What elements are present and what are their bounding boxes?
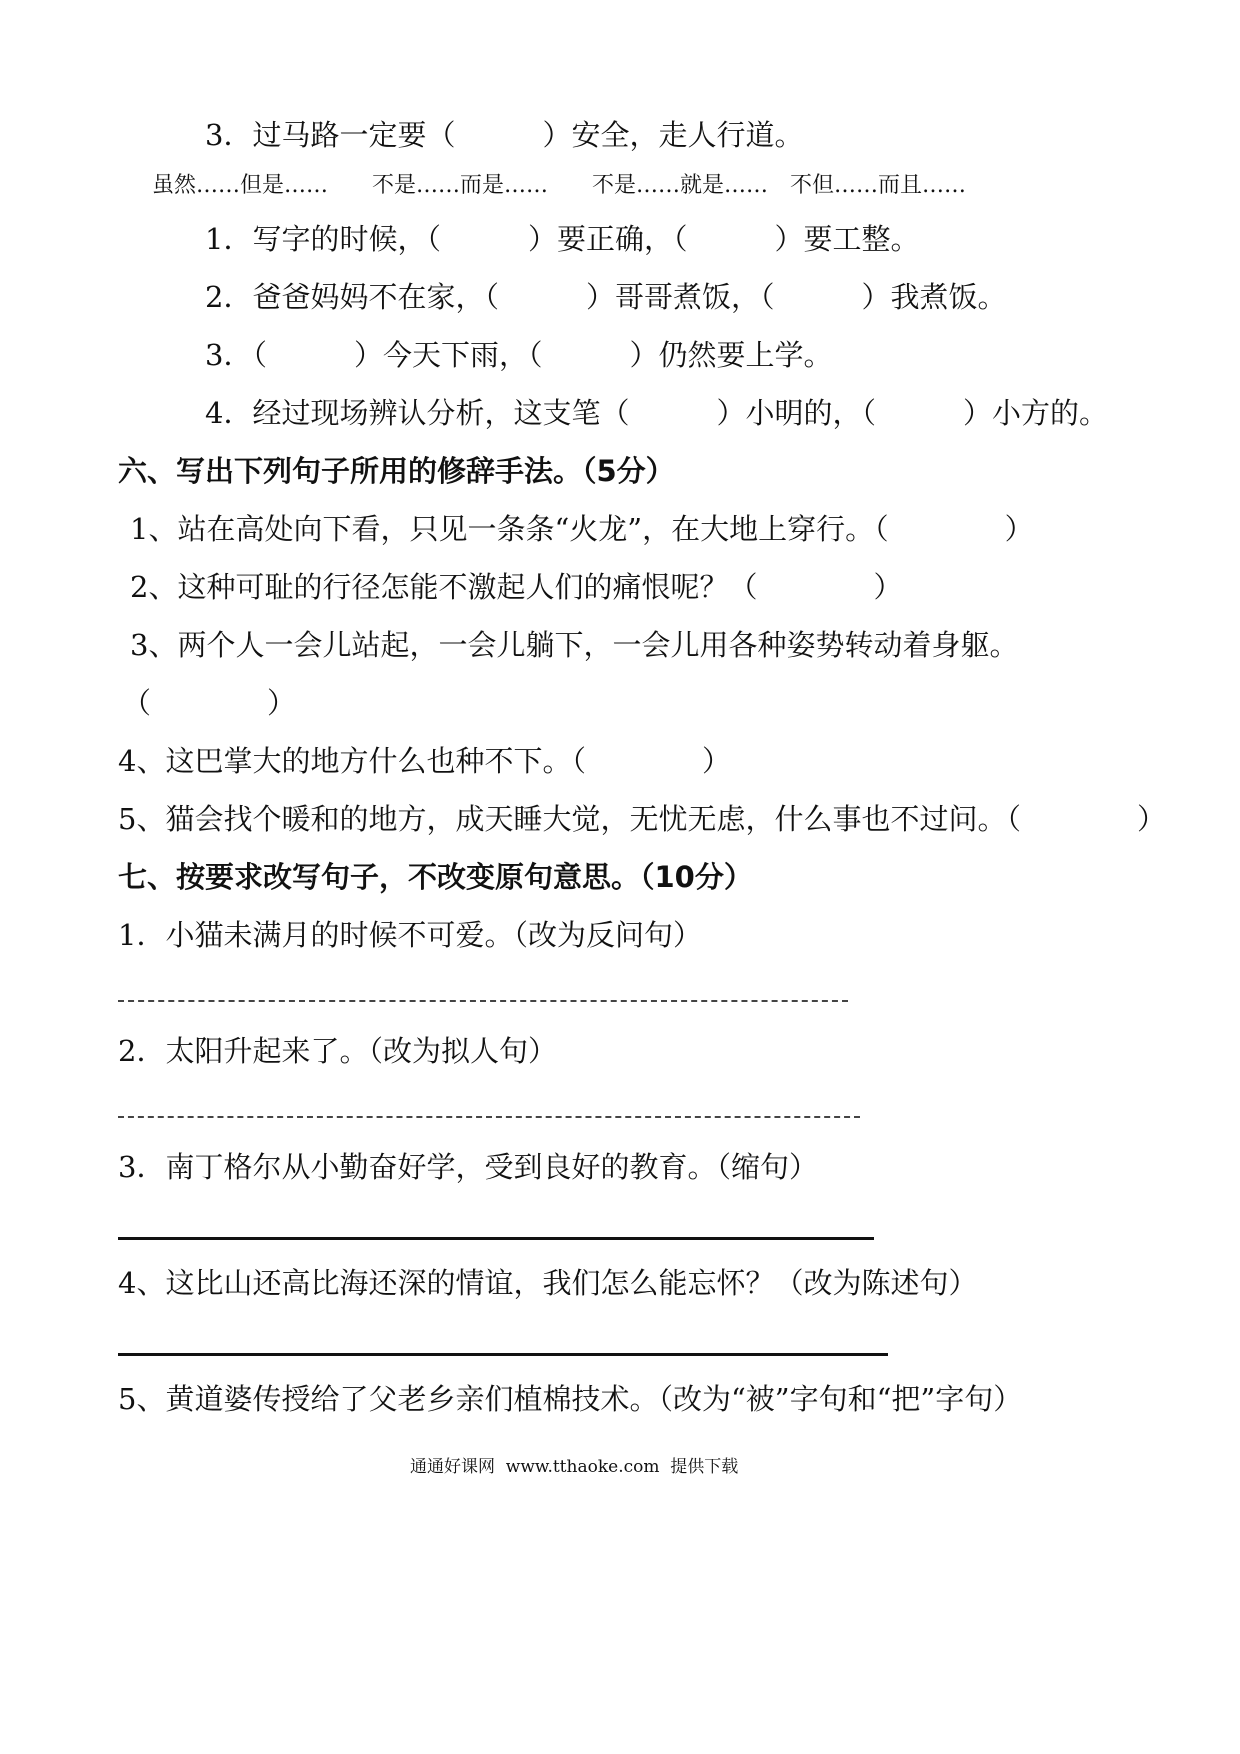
footer-credit: 通通好课网 www.tthaoke.com 提供下载 xyxy=(410,1457,739,1477)
rhetoric-item-3-answer: （ ） xyxy=(122,686,297,720)
conjunction-options: 虽然……但是…… 不是……而是…… 不是……就是…… 不但……而且…… xyxy=(152,173,967,198)
rewrite-item-4: 4、这比山还高比海还深的情谊，我们怎么能忘怀？（改为陈述句） xyxy=(118,1266,978,1300)
fill-question-2: 2．爸爸妈妈不在家，（ ）哥哥煮饭，（ ）我煮饭。 xyxy=(205,280,1007,314)
answer-line-2 xyxy=(118,1116,860,1118)
rhetoric-item-4: 4、这巴掌大的地方什么也种不下。（ ） xyxy=(118,744,731,778)
rewrite-item-5: 5、黄道婆传授给了父老乡亲们植棉技术。（改为“被”字句和“把”字句） xyxy=(118,1382,1023,1416)
fill-question-3: 3．（ ）今天下雨，（ ）仍然要上学。 xyxy=(205,338,833,372)
fill-question-1: 1．写字的时候，（ ）要正确，（ ）要工整。 xyxy=(205,222,920,256)
rewrite-item-2: 2．太阳升起来了。（改为拟人句） xyxy=(118,1034,557,1068)
section-6-heading: 六、写出下列句子所用的修辞手法。（5分） xyxy=(118,454,675,488)
rhetoric-item-5: 5、猫会找个暖和的地方，成天睡大觉，无忧无虑，什么事也不过问。（ ） xyxy=(118,802,1166,836)
answer-line-1 xyxy=(118,1000,848,1002)
fill-question-4: 4．经过现场辨认分析，这支笔（ ）小明的，（ ）小方的。 xyxy=(205,396,1108,430)
answer-line-4 xyxy=(118,1353,888,1356)
answer-line-3 xyxy=(118,1237,874,1240)
question-5-3: 3．过马路一定要（ ）安全，走人行道。 xyxy=(205,118,804,152)
rhetoric-item-2: 2、这种可耻的行径怎能不激起人们的痛恨呢？（ ） xyxy=(130,570,903,604)
rewrite-item-3: 3．南丁格尔从小勤奋好学，受到良好的教育。（缩句） xyxy=(118,1150,818,1184)
rewrite-item-1: 1．小猫未满月的时候不可爱。（改为反问句） xyxy=(118,918,702,952)
rhetoric-item-3: 3、两个人一会儿站起，一会儿躺下，一会儿用各种姿势转动着身躯。 xyxy=(130,628,1019,662)
section-7-heading: 七、按要求改写句子，不改变原句意思。（10分） xyxy=(118,860,753,894)
rhetoric-item-1: 1、站在高处向下看，只见一条条“火龙”，在大地上穿行。（ ） xyxy=(130,512,1034,546)
